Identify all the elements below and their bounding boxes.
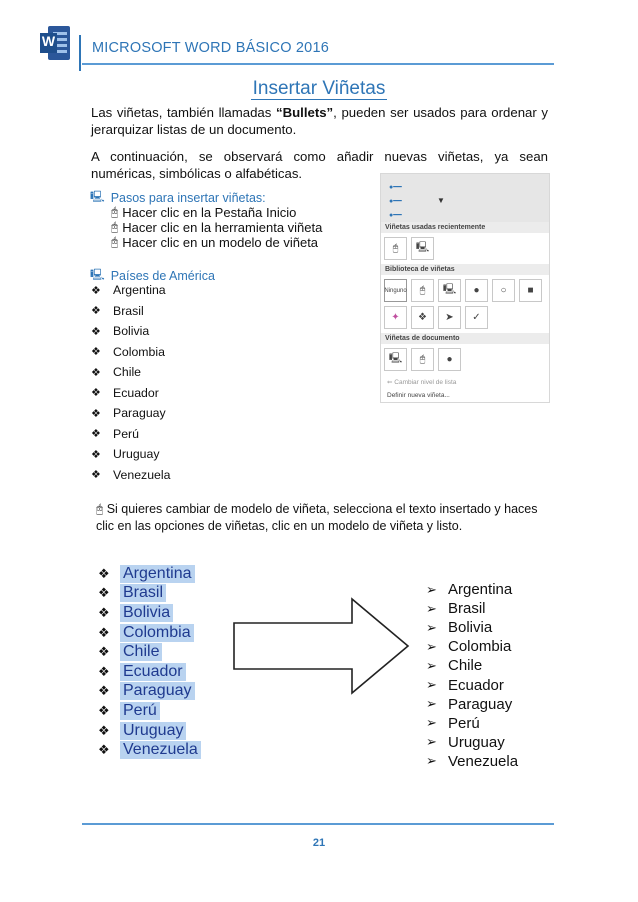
hand-pointer-icon: 🖰 (111, 235, 119, 249)
header-divider (79, 35, 81, 71)
header-rule (82, 63, 554, 65)
page-title: Insertar Viñetas (252, 78, 386, 99)
list-item: ➢ Paraguay (426, 695, 513, 713)
hand-pointer-icon: 🖰 (96, 502, 104, 516)
list-item: ❖ Paraguay (98, 682, 206, 702)
change-list-level-menu-item[interactable]: ⇐ Cambiar nivel de lista (387, 379, 457, 386)
diamond-bullet-icon: ❖ (91, 407, 101, 420)
list-item: ➢ Colombia (426, 638, 512, 656)
monitor-icon: 🖳 (90, 269, 105, 281)
list-item: ➢ Bolivia (426, 619, 493, 637)
bullet-option[interactable]: 🖳 (438, 279, 461, 302)
document-header-title: MICROSOFT WORD BÁSICO 2016 (92, 40, 329, 56)
bullet-option-none[interactable]: Ninguno (384, 279, 407, 302)
bullet-option[interactable]: ✓ (465, 306, 488, 329)
list-item: ❖ Ecuador (91, 385, 159, 400)
result-list-example (426, 580, 518, 771)
list-item: 🖰 Hacer clic en la herramienta viñeta (111, 220, 323, 235)
list-item: ❖ Bolivia (98, 603, 206, 623)
list-item: ❖ Argentina (91, 283, 166, 297)
bullet-option[interactable]: ■ (519, 279, 542, 302)
selected-list-example (98, 564, 206, 760)
list-item: ❖ Paraguay (91, 406, 166, 420)
monitor-icon: 🖳 (90, 191, 105, 203)
word-icon-letter: W (41, 33, 56, 49)
bullet-option[interactable]: 🖳 (384, 348, 407, 371)
footer-rule (82, 823, 554, 825)
right-arrow-icon (232, 596, 412, 696)
bullet-option[interactable]: ✦ (384, 306, 407, 329)
intro-paragraph-2: A continuación, se observará como añadir nuevas viñetas, ya sean numéricas, simbólicas o alfabéticas. (91, 149, 548, 181)
steps-section-heading: 🖳 Pasos para insertar viñetas: (90, 188, 266, 207)
bullet-option[interactable]: ● (438, 348, 461, 371)
list-item: ❖ Perú (98, 701, 206, 721)
list-item: ❖ Colombia (98, 623, 206, 643)
dropdown-arrow-icon[interactable]: ▼ (437, 196, 445, 205)
recent-bullets-header: Viñetas usadas recientemente (381, 222, 549, 233)
intro-paragraph: Las viñetas, también llamadas “Bullets”, pueden ser usados para ordenar y jerarquizar listas de un documento. (91, 105, 548, 137)
list-item: ❖ Uruguay (98, 721, 206, 741)
diamond-bullet-icon: ❖ (91, 284, 101, 297)
define-new-bullet-menu-item[interactable]: Definir nueva viñeta... (387, 392, 450, 399)
tip-paragraph: 🖰 Si quieres cambiar de modelo de viñeta, selecciona el texto insertado y haces clic en las opciones de viñetas, clic en un modelo de viñeta y listo. (96, 502, 538, 533)
list-item: ❖ Venezuela (91, 467, 171, 482)
diamond-bullet-icon: ❖ (91, 469, 101, 481)
diamond-bullet-icon: ❖ (91, 428, 101, 440)
list-item: ❖ Bolivia (91, 324, 150, 338)
diamond-bullet-icon: ❖ (91, 346, 101, 358)
list-item: 🖰 Hacer clic en la Pestaña Inicio (111, 205, 297, 220)
list-item: ❖ Chile (98, 642, 206, 662)
document-bullets-header: Viñetas de documento (381, 333, 549, 344)
list-item: ➢ Argentina (426, 581, 513, 599)
bullet-button-preview: ●━━ ●━━ ●━━ ▼ (381, 174, 549, 222)
list-item: ❖ Colombia (91, 344, 165, 359)
bullet-option[interactable]: ○ (492, 279, 515, 302)
list-item: ❖ Venezuela (98, 740, 206, 760)
list-item: 🖰 Hacer clic en un modelo de viñeta (111, 235, 319, 250)
list-item: ➢ Chile (426, 657, 483, 675)
diamond-bullet-icon: ❖ (91, 448, 101, 461)
diamond-bullet-icon: ❖ (91, 305, 101, 317)
diamond-bullet-icon: ❖ (91, 366, 101, 379)
list-item: ➢ Perú (426, 714, 480, 732)
list-item: ➢ Venezuela (426, 752, 519, 770)
bullet-option[interactable]: 🖰 (411, 348, 434, 371)
list-item: ➢ Uruguay (426, 733, 505, 751)
bullet-option[interactable]: 🖰 (384, 237, 407, 260)
list-item: ❖ Uruguay (91, 447, 160, 461)
page-number: 21 (312, 837, 326, 849)
bullet-library-panel (380, 173, 550, 403)
steps-list (111, 205, 322, 250)
bullet-option[interactable]: ➤ (438, 306, 461, 329)
list-item: ❖ Brasil (91, 303, 144, 318)
list-item: ❖ Ecuador (98, 662, 206, 682)
hand-pointer-icon: 🖰 (111, 205, 119, 219)
list-item: ❖ Chile (91, 365, 142, 379)
diamond-bullet-icon: ❖ (91, 387, 101, 399)
bullet-option[interactable]: ❖ (411, 306, 434, 329)
bullet-library-header: Biblioteca de viñetas (381, 264, 549, 275)
bullet-option[interactable]: 🖳 (411, 237, 434, 260)
bullet-option[interactable]: 🖰 (411, 279, 434, 302)
hand-pointer-icon: 🖰 (111, 220, 119, 234)
bullet-option[interactable]: ● (465, 279, 488, 302)
list-item: ❖ Argentina (98, 564, 206, 584)
list-item: ➢ Brasil (426, 600, 486, 618)
list-item: ➢ Ecuador (426, 676, 504, 694)
list-item: ❖ Brasil (98, 584, 206, 604)
diamond-bullet-icon: ❖ (91, 325, 101, 338)
countries-section-heading: 🖳 Países de América (90, 266, 215, 285)
list-item: ❖ Perú (91, 426, 139, 441)
